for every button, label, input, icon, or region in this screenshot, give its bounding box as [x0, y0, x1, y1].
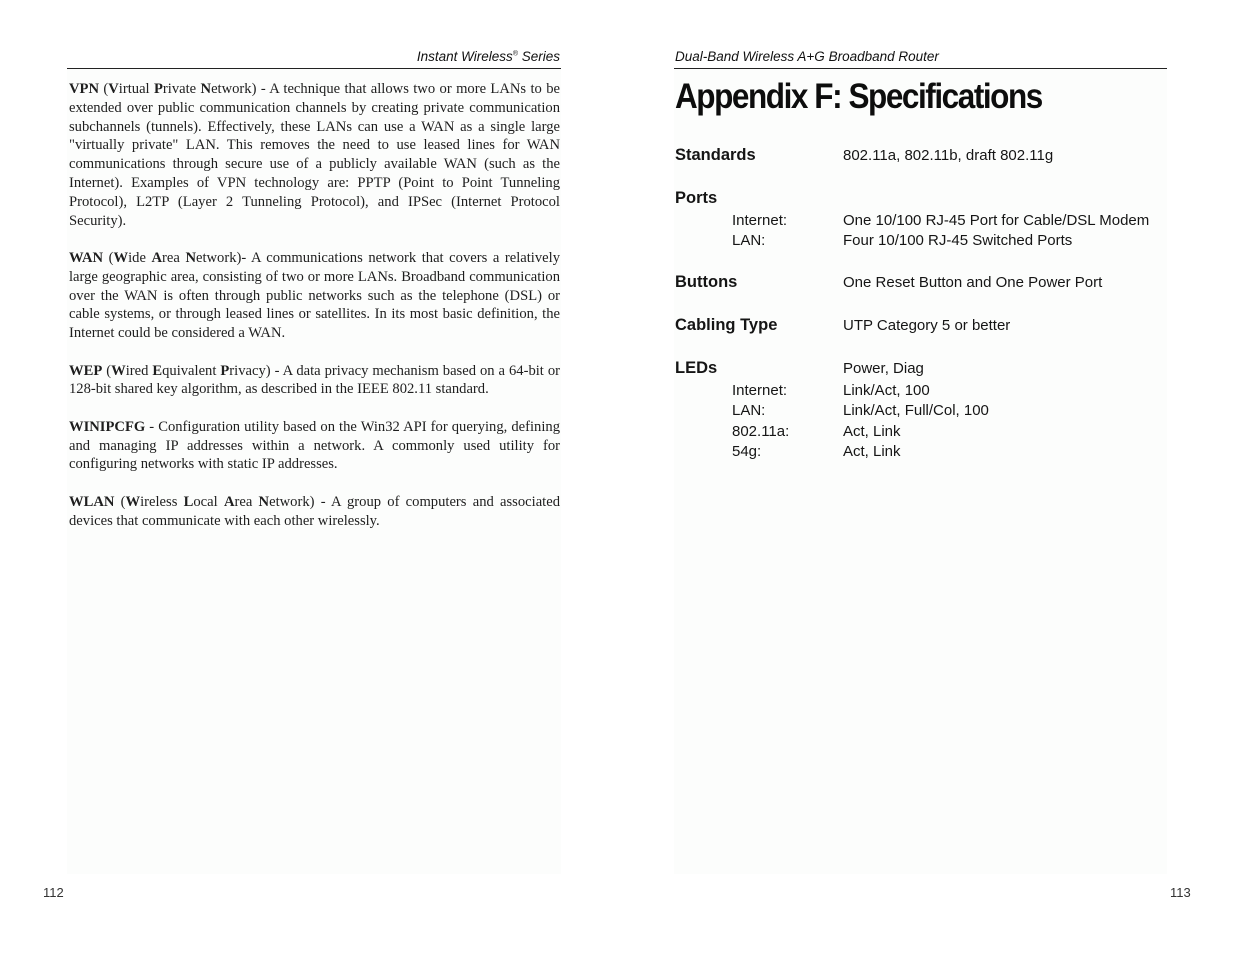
spec-label-ports: Ports: [675, 189, 718, 207]
glossary-term: WLAN: [69, 493, 115, 510]
glossary-entry: [69, 418, 560, 474]
spec-value-leds: Power, Diag: [843, 360, 924, 377]
glossary-term: WEP: [69, 362, 103, 379]
glossary-term: WAN: [69, 249, 104, 266]
spec-sub-leds-internet: Internet:: [732, 382, 788, 399]
expansion-initial: A: [151, 249, 163, 266]
expansion-initial: N: [258, 493, 270, 510]
glossary-term: VPN: [69, 81, 99, 97]
spec-label-buttons: Buttons: [675, 273, 738, 291]
expansion-initial: V: [108, 81, 119, 97]
spec-label-standards: Standards: [675, 146, 756, 164]
spec-value-leds-lan: Link/Act, Full/Col, 100: [843, 402, 989, 419]
left-header-rule: [67, 68, 561, 69]
spec-sub-ports-lan: LAN:: [732, 232, 766, 249]
expansion-rest: rivate: [162, 81, 201, 97]
spec-value-leds-internet: Link/Act, 100: [843, 382, 930, 399]
glossary-definition: ) - A technique that allows two or more LANs to be extended over public communication channels by creating private communication subchannels (tunnels). Effectively, these LANs can use a WAN as a single large "virtually private" LAN. This removes the need to use leased lines for WAN communications through secure use of a publicly available WAN (such as the Internet). Examples of VPN technology are: PPTP (Point to Point Tunneling Protocol), L2TP (Layer 2 Tunneling Protocol), and IPSec (Internet Protocol Security).: [69, 81, 560, 229]
glossary-definition: - Configuration utility based on the Win32 API for querying, defining and managing IP addresses within a network. A commonly used utility for configuring networks with static IP addresses.: [69, 418, 560, 473]
expansion-initial: N: [185, 249, 196, 266]
spec-value-ports-lan: Four 10/100 RJ-45 Switched Ports: [843, 232, 1073, 249]
expansion-initial: P: [153, 81, 163, 97]
spec-label-cabling: Cabling Type: [675, 316, 778, 334]
right-page-number: 113: [1170, 885, 1191, 900]
expansion-initial: N: [200, 81, 212, 97]
registered-mark: ®: [512, 50, 518, 58]
spec-sub-leds-80211a: 802.11a:: [732, 423, 790, 440]
spec-value-buttons: One Reset Button and One Power Port: [843, 274, 1103, 291]
expansion-rest: etwork: [269, 493, 310, 510]
expansion-rest: rivacy: [229, 362, 266, 379]
spec-value-leds-54g: Act, Link: [843, 443, 901, 460]
glossary-definition: ) - A group of computers and associated devices that communicate with each other wirelessly.: [69, 493, 560, 529]
glossary-entries: [69, 80, 560, 549]
expansion-initial: W: [111, 362, 126, 379]
expansion-initial: P: [220, 362, 230, 379]
spec-sub-ports-internet: Internet:: [732, 212, 788, 229]
expansion-rest: etwork: [195, 249, 237, 266]
series-name: Instant Wireless: [416, 49, 513, 64]
expansion-initial: A: [223, 493, 235, 510]
expansion-rest: ireless: [140, 493, 184, 510]
spec-sub-leds-54g: 54g:: [732, 443, 762, 460]
expansion-initial: L: [183, 493, 194, 510]
glossary-term: WINIPCFG: [69, 418, 146, 435]
spec-label-leds: LEDs: [675, 359, 718, 377]
expansion-initial: E: [152, 362, 163, 379]
page-title: Appendix F: Specifications: [675, 77, 1042, 116]
right-header-rule: [674, 68, 1167, 69]
glossary-entry: WLAN (Wireless Local Area Network) - A group of computers and associated devices that communicate with each other wirelessly.: [69, 493, 560, 529]
glossary-entry: WEP (Wired Equivalent Privacy) - A data privacy mechanism based on a 64-bit or 128-bit shared key algorithm, as described in the IEEE 802.11 standard.: [69, 362, 560, 398]
right-page: [617, 0, 1235, 954]
spec-sub-leds-lan: LAN:: [732, 402, 766, 419]
glossary-definition: ) - A data privacy mechanism based on a 64-bit or 128-bit shared key algorithm, as described in the IEEE 802.11 standard.: [69, 362, 560, 398]
expansion-rest: ired: [125, 362, 153, 379]
right-page-panel: [674, 68, 1167, 874]
expansion-initial: W: [125, 493, 141, 510]
spec-value-ports-internet: One 10/100 RJ-45 Port for Cable/DSL Modem: [843, 212, 1150, 229]
glossary-entry: WAN (Wide Area Network)- A communications network that covers a relatively large geographic area, consisting of two or more LANs. Broadband communication over the WAN is often through public networks such as the telephone (DSL) or cable systems, or through leased lines or satellites. In its most basic definition, the Internet could be considered a WAN.: [69, 249, 560, 342]
left-page: [0, 0, 617, 954]
expansion-initial: W: [113, 249, 129, 266]
spec-value-leds-80211a: Act, Link: [843, 423, 901, 440]
expansion-rest: ide: [128, 249, 152, 266]
series-suffix: Series: [517, 49, 560, 64]
left-running-header: [417, 49, 560, 64]
right-running-header: Dual-Band Wireless A+G Broadband Router: [675, 49, 939, 64]
expansion-rest: rea: [234, 493, 259, 510]
expansion-rest: irtual: [118, 81, 154, 97]
left-page-number: 112: [43, 885, 64, 900]
glossary-entry: VPN (Virtual Private Network) - A technique that allows two or more LANs to be extended over public communication channels by creating private communication subchannels (tunnels). Effectively, these LANs can use a WAN as a single large "virtually private" LAN. This removes the need to use leased lines for WAN communications through secure use of a publicly available WAN (such as the Internet). Examples of VPN technology are: PPTP (Point to Point Tunneling Protocol), L2TP (Layer 2 Tunneling Protocol), and IPSec (Internet Protocol Security).: [69, 81, 560, 229]
expansion-rest: rea: [162, 249, 186, 266]
expansion-rest: quivalent: [162, 362, 221, 379]
expansion-rest: etwork: [211, 81, 252, 97]
spec-value-cabling: UTP Category 5 or better: [843, 317, 1011, 334]
expansion-rest: ocal: [193, 493, 224, 510]
spec-value-standards: 802.11a, 802.11b, draft 802.11g: [843, 147, 1054, 164]
glossary-definition: )- A communications network that covers a relatively large geographic area, consisting of two or more LANs. Broadband communication over the WAN is often through public networks such as the telephone (DSL) or cable systems, or through leased lines or satellites. In its most basic definition, the Internet could be considered a WAN.: [69, 249, 560, 342]
